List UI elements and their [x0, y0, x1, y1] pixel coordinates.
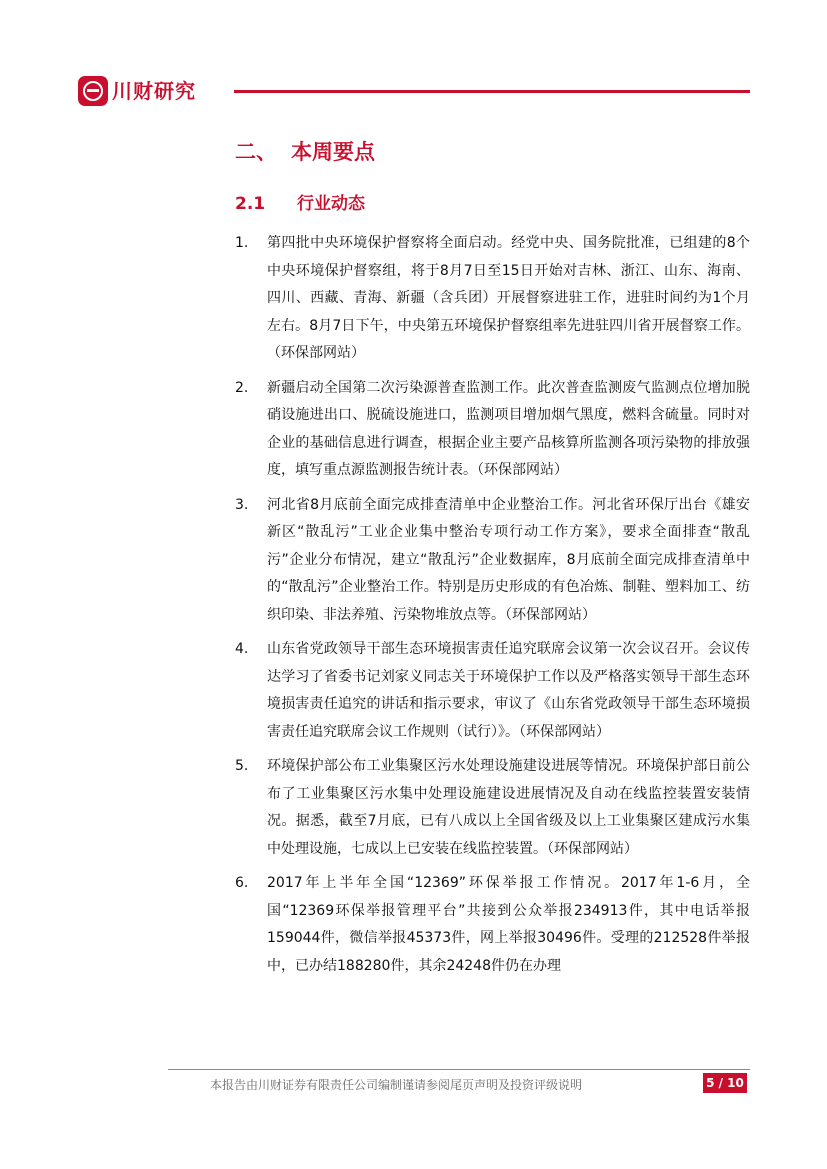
item-index: 6.: [235, 875, 249, 891]
page-header: [0, 0, 827, 110]
item-text: 山东省党政领导干部生态环境损害责任追究联席会议第一次会议召开。会议传达学习了省委书记刘家义同志关于环境保护工作以及严格落实领导干部生态环境损害责任追究的讲话和指示要求，审议了《山东省党政领导干部生态环境损害责任追究联席会议工作规则（试行）》。（环保部网站）: [267, 641, 750, 740]
list-item: [235, 870, 750, 980]
list-item: [235, 636, 750, 746]
item-index: 2.: [235, 379, 249, 396]
item-text: 新疆启动全国第二次污染源普查监测工作。此次普查监测废气监测点位增加脱硝设施进出口、脱硫设施进口，监测项目增加烟气黑度，燃料含硫量。同时对企业的基础信息进行调查，根据企业主要产品核算所监测各项污染物的排放强度，填写重点源监测报告统计表。（环保部网站）: [267, 379, 750, 478]
section-heading: [235, 136, 375, 166]
subsection-number: 2.1: [235, 194, 266, 214]
section-title: 本周要点: [291, 140, 375, 164]
page-number-badge: 5 / 10: [703, 1073, 747, 1093]
item-text: 河北省8月底前全面完成排查清单中企业整治工作。河北省环保厅出台《雄安新区“散乱污”工业企业集中整治专项行动工作方案》，要求全面排查“散乱污”企业分布情况，建立“散乱污”企业数据库，8月底前全面完成排查清单中的“散乱污”企业整治工作。特别是历史形成的有色冶炼、制鞋、塑料加工、纺织印染、非法养殖、污染物堆放点等。（环保部网站）: [267, 496, 750, 623]
section-number: 二、: [235, 140, 277, 164]
list-item: [235, 375, 750, 485]
item-index: 3.: [235, 496, 249, 513]
item-text: 环境保护部公布工业集聚区污水处理设施建设进展等情况。环境保护部日前公布了工业集聚区污水集中处理设施建设进展情况及自动在线监控装置安装情况。据悉，截至7月底，已有八成以上全国省级及以上工业集聚区建成污水集中处理设施，七成以上已安装在线监控装置。（环保部网站）: [267, 758, 750, 857]
header-divider: [234, 90, 750, 93]
brand-name: 川财研究: [112, 79, 196, 103]
item-index: 5.: [235, 758, 249, 774]
list-item: [235, 230, 750, 368]
footer-divider: [168, 1069, 750, 1070]
subsection-title: 行业动态: [297, 194, 365, 214]
item-text: 2017年上半年全国“12369”环保举报工作情况。2017年1-6月，全国“12369环保举报管理平台”共接到公众举报234913件，其中电话举报159044件，微信举报45373件，网上举报30496件。受理的212528件举报中，已办结188280件，其余24248件仍在办理: [267, 875, 750, 974]
brand-logo-icon: [78, 76, 108, 106]
item-index: 4.: [235, 641, 249, 657]
item-index: 1.: [235, 235, 249, 251]
item-text: 第四批中央环境保护督察将全面启动。经党中央、国务院批准，已组建的8个中央环境保护督察组，将于8月7日至15日开始对吉林、浙江、山东、海南、四川、西藏、青海、新疆（含兵团）开展督察进驻工作，进驻时间约为1个月左右。8月7日下午，中央第五环境保护督察组率先进驻四川省开展督察工作。（环保部网站）: [267, 235, 750, 361]
subsection-heading: [235, 189, 365, 214]
news-list: [235, 230, 750, 987]
list-item: [235, 753, 750, 863]
list-item: [235, 492, 750, 630]
footer-disclaimer: 本报告由川财证券有限责任公司编制谨请参阅尾页声明及投资评级说明: [210, 1078, 583, 1092]
